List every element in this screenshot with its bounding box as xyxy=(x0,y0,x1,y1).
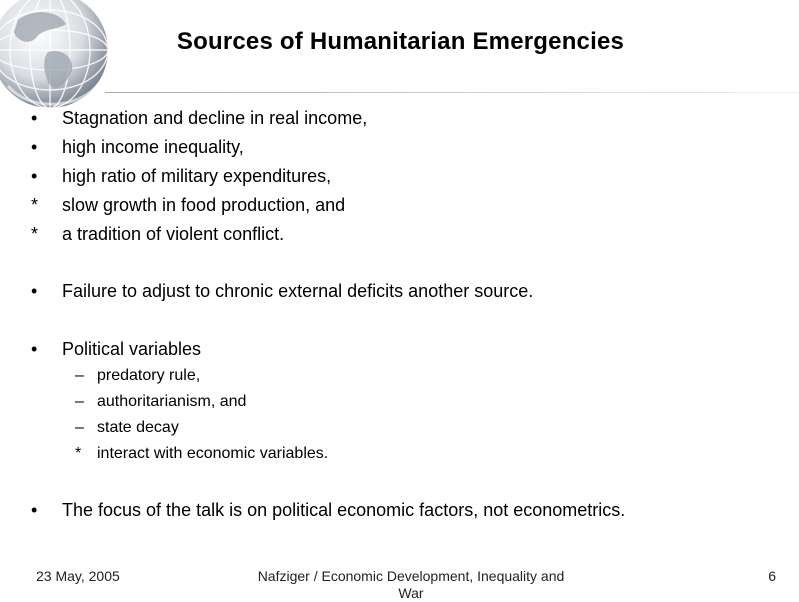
list-item-text: slow growth in food production, and xyxy=(62,195,346,215)
sub-bullet: – xyxy=(75,393,84,410)
sub-list-item-text: interact with economic variables. xyxy=(97,445,329,462)
footer-citation-line: Nafziger / Economic Development, Inequality and xyxy=(257,568,565,584)
list-item-text: Political variables xyxy=(62,339,202,359)
bullet: • xyxy=(31,166,38,186)
sub-list-item xyxy=(75,366,475,386)
list-item-text: high ratio of military expenditures, xyxy=(62,166,332,186)
list-item xyxy=(31,280,731,302)
sub-list-item-text: predatory rule, xyxy=(97,367,201,384)
footer-citation xyxy=(230,568,592,602)
list-item xyxy=(31,136,631,158)
list-item xyxy=(31,107,631,129)
list-item xyxy=(31,165,631,187)
list-item-text: high income inequality, xyxy=(62,137,244,157)
title-divider xyxy=(105,92,799,93)
list-item-text: The focus of the talk is on political economic factors, not econometrics. xyxy=(62,500,626,520)
bullet: • xyxy=(31,137,38,157)
bullet: * xyxy=(31,195,39,215)
list-item-text: Stagnation and decline in real income, xyxy=(62,108,368,128)
list-item xyxy=(31,223,631,245)
sub-list-item xyxy=(75,392,475,412)
sub-bullet: – xyxy=(75,367,84,384)
list-item-text: Failure to adjust to chronic external deficits another source. xyxy=(62,281,534,301)
page-title: Sources of Humanitarian Emergencies xyxy=(176,28,625,55)
footer-citation-line: War xyxy=(398,585,424,601)
list-item xyxy=(31,338,631,360)
bullet: • xyxy=(31,500,38,520)
sub-list-item xyxy=(75,418,475,438)
sub-list-item-text: authoritarianism, and xyxy=(97,393,247,410)
bullet: • xyxy=(31,108,38,128)
bullet: * xyxy=(31,224,39,244)
list-item-text: a tradition of violent conflict. xyxy=(62,224,285,244)
footer-date: 23 May, 2005 xyxy=(36,568,120,584)
sub-bullet: – xyxy=(75,419,84,436)
list-item xyxy=(31,499,771,521)
list-item xyxy=(31,194,631,216)
page-number: 6 xyxy=(768,568,776,584)
sub-list-item-text: state decay xyxy=(97,419,179,436)
sub-list-item xyxy=(75,444,475,464)
sub-bullet: * xyxy=(75,445,82,462)
bullet: • xyxy=(31,281,38,301)
bullet: • xyxy=(31,339,38,359)
